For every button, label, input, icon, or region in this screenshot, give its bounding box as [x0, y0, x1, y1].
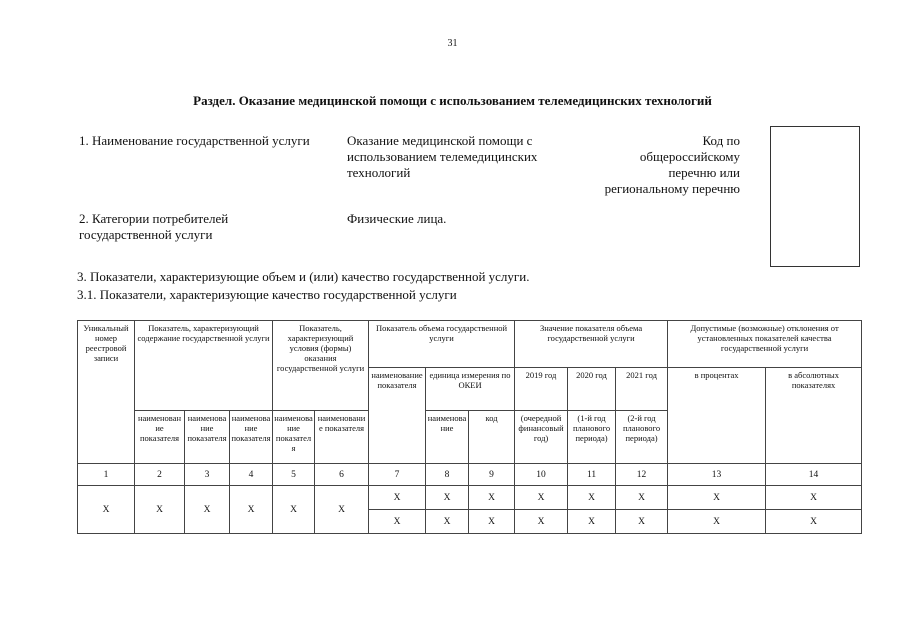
consumers-value: Физические лица.	[347, 211, 447, 226]
subheader-conditions-1: наименование показателя	[273, 411, 315, 464]
table-cell: X	[426, 486, 469, 510]
code-box	[770, 126, 860, 267]
column-number: 14	[766, 464, 862, 486]
column-number: 10	[515, 464, 568, 486]
subheader-conditions-2: наименование показателя	[315, 411, 369, 464]
table-cell: X	[515, 510, 568, 534]
column-number-row	[78, 464, 862, 486]
table-cell: X	[568, 510, 616, 534]
quality-indicators-table	[77, 320, 862, 534]
column-number: 13	[668, 464, 766, 486]
service-name-value: Оказание медицинской помощи с использованием телемедицинских технологий	[347, 133, 538, 180]
quality-indicators-heading: 3.1. Показатели, характеризующие качество государственной услуги	[77, 287, 457, 302]
table-cell: X	[135, 486, 185, 534]
header-absolute: в абсолютных показателях	[766, 368, 862, 464]
column-number: 12	[616, 464, 668, 486]
table-cell: X	[568, 486, 616, 510]
table-cell: X	[369, 510, 426, 534]
page-number: 31	[447, 38, 458, 49]
header-conditions-indicator: Показатель, характеризующий условия (формы) оказания государственной услуги	[273, 321, 369, 411]
subheader-content-1: наименование показателя	[135, 411, 185, 464]
header-deviations: Допустимые (возможные) отклонения от установленных показателей качества государственной услуги	[668, 321, 862, 368]
column-number: 1	[78, 464, 135, 486]
header-year-2021: 2021 год	[616, 368, 668, 411]
column-number: 6	[315, 464, 369, 486]
header-2020-note: (1-й год планового периода)	[568, 411, 616, 464]
header-unit-code: код	[469, 411, 515, 464]
column-number: 7	[369, 464, 426, 486]
header-unit: единица измерения по ОКЕИ	[426, 368, 515, 411]
subheader-content-2: наименование показателя	[185, 411, 230, 464]
header-volume-value: Значение показателя объема государственной услуги	[515, 321, 668, 368]
table-cell: X	[315, 486, 369, 534]
column-number: 11	[568, 464, 616, 486]
column-number: 4	[230, 464, 273, 486]
table-cell: X	[616, 486, 668, 510]
table-cell: X	[273, 486, 315, 534]
table-cell: X	[369, 486, 426, 510]
table-row	[78, 486, 862, 510]
table-cell: X	[766, 486, 862, 510]
header-unit-name: наименование	[426, 411, 469, 464]
table-cell: X	[616, 510, 668, 534]
table-cell: X	[668, 510, 766, 534]
table-cell: X	[668, 486, 766, 510]
header-year-2019: 2019 год	[515, 368, 568, 411]
header-2019-note: (очередной финансовый год)	[515, 411, 568, 464]
table-cell: X	[426, 510, 469, 534]
column-number: 8	[426, 464, 469, 486]
table-cell: X	[469, 510, 515, 534]
section-title: Раздел. Оказание медицинской помощи с использованием телемедицинских технологий	[193, 93, 712, 108]
header-unique-number: Уникальный номер реестровой записи	[78, 321, 135, 464]
column-number: 5	[273, 464, 315, 486]
table-cell: X	[515, 486, 568, 510]
table-cell: X	[78, 486, 135, 534]
header-indicator-name: наименование показателя	[369, 368, 426, 464]
table-cell: X	[185, 486, 230, 534]
indicators-heading: 3. Показатели, характеризующие объем и (или) качество государственной услуги.	[77, 269, 530, 284]
subheader-content-3: наименование показателя	[230, 411, 273, 464]
column-number: 2	[135, 464, 185, 486]
header-percent: в процентах	[668, 368, 766, 464]
header-volume-indicator: Показатель объема государственной услуги	[369, 321, 515, 368]
column-number: 9	[469, 464, 515, 486]
header-content-indicator: Показатель, характеризующий содержание государственной услуги	[135, 321, 273, 411]
header-2021-note: (2-й год планового периода)	[616, 411, 668, 464]
consumers-label: 2. Категории потребителей государственной услуги	[79, 211, 229, 242]
header-year-2020: 2020 год	[568, 368, 616, 411]
table-cell: X	[766, 510, 862, 534]
table-cell: X	[230, 486, 273, 534]
code-label: Код по общероссийскому перечню или региональному перечню	[604, 133, 740, 196]
service-name-label: 1. Наименование государственной услуги	[79, 133, 310, 148]
table-cell: X	[469, 486, 515, 510]
column-number: 3	[185, 464, 230, 486]
